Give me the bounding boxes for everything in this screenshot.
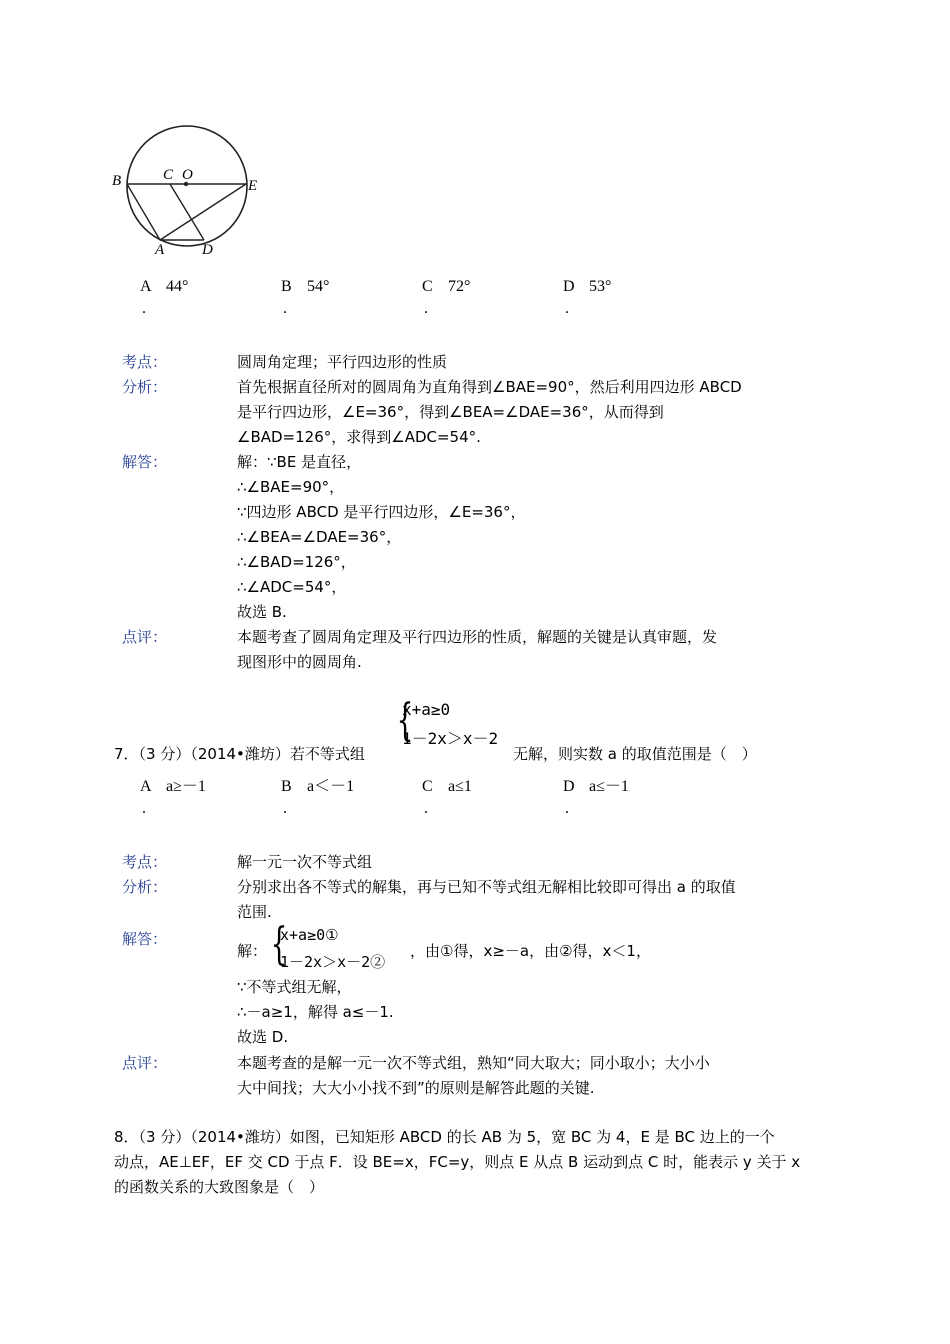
jieda-line: ∴－a≥1，解得 a≤－1. [237, 1003, 394, 1021]
option-value: a≥－1 [166, 778, 206, 795]
option-letter: D [563, 778, 575, 795]
label-c: C [163, 167, 174, 183]
jieda-line: ∴∠BAE=90°， [237, 478, 345, 496]
option-value: 72° [448, 278, 471, 295]
jieda-prefix: 解： [237, 942, 268, 960]
dianping-label: 点评： [122, 1054, 168, 1072]
option-dot: . [283, 300, 287, 317]
q6-option-c[interactable] [422, 277, 470, 297]
circle [127, 126, 247, 246]
label-b: B [112, 173, 122, 189]
jieda-line: ∵四边形 ABCD 是平行四边形，∠E=36°， [237, 503, 526, 521]
jieda-line: ∵不等式组无解， [237, 978, 352, 996]
option-dot: . [424, 300, 428, 317]
jieda-line: 故选 D. [237, 1028, 289, 1046]
option-dot: . [142, 300, 146, 317]
option-letter: B [281, 278, 292, 295]
option-letter: C [422, 278, 433, 295]
segment-ba [127, 184, 160, 240]
q7-option-a[interactable] [140, 777, 206, 797]
jieda-line: ∴∠ADC=54°， [237, 578, 347, 596]
system-line: 1－2x＞x－2② [280, 953, 386, 971]
q7-option-b[interactable] [281, 777, 354, 797]
q8-stem-line: 的函数关系的大致图象是（ ） [114, 1178, 325, 1196]
q6-option-a[interactable] [140, 277, 188, 297]
option-value: a≤1 [448, 778, 472, 795]
q6-option-d[interactable] [563, 277, 611, 297]
option-value: 54° [307, 278, 330, 295]
fenxi-label: 分析： [122, 878, 168, 896]
dianping-line: 大中间找；大大小小找不到”的原则是解答此题的关键. [237, 1079, 595, 1097]
option-value: 53° [589, 278, 612, 295]
q7-option-c[interactable] [422, 777, 472, 797]
option-value: a＜－1 [307, 778, 355, 795]
option-letter: D [563, 278, 575, 295]
fenxi-line: ∠BAD=126°，求得到∠ADC=54°. [237, 428, 481, 446]
dianping-label: 点评： [122, 628, 168, 646]
kaodian-label: 考点： [122, 853, 168, 871]
fenxi-line: 分别求出各不等式的解集，再与已知不等式组无解相比较即可得出 a 的取值 [237, 878, 736, 896]
label-o: O [182, 167, 193, 183]
jieda-line: 解：∵BE 是直径， [237, 453, 362, 471]
dianping-line: 本题考查了圆周角定理及平行四边形的性质，解题的关键是认真审题，发 [237, 628, 718, 646]
option-dot: . [142, 800, 146, 817]
option-value: a≤－1 [589, 778, 629, 795]
system-line: x+a≥0 [402, 700, 451, 719]
option-letter: A [140, 278, 152, 295]
option-letter: A [140, 778, 152, 795]
jieda-label: 解答： [122, 930, 168, 948]
option-value: 44° [166, 278, 189, 295]
fenxi-label: 分析： [122, 378, 168, 396]
jieda-suffix: ，由①得，x≥－a，由②得，x＜1， [410, 942, 651, 960]
q8-stem-line: 8．（3 分）（2014•潍坊）如图，已知矩形 ABCD 的长 AB 为 5，宽 BC 为 4，E 是 BC 边上的一个 [114, 1128, 775, 1146]
system-brace: { [396, 695, 414, 746]
kaodian-text: 解一元一次不等式组 [237, 853, 373, 871]
fenxi-line: 范围. [237, 903, 272, 921]
system-line: x+a≥0① [280, 926, 339, 944]
segment-ae [160, 184, 246, 240]
jieda-line: ∴∠BAD=126°， [237, 553, 356, 571]
segment-cd [170, 184, 204, 240]
q8-stem-line: 动点，AE⊥EF，EF 交 CD 于点 F．设 BE=x，FC=y，则点 E 从点 B 运动到点 C 时，能表示 y 关于 x [114, 1153, 801, 1171]
system-line: 1－2x＞x－2 [402, 729, 499, 748]
q7-stem-after: 无解，则实数 a 的取值范围是（ ） [513, 745, 757, 763]
circle-figure [108, 118, 268, 263]
option-dot: . [283, 800, 287, 817]
jieda-line: ∴∠BEA=∠DAE=36°， [237, 528, 402, 546]
q6-option-b[interactable] [281, 277, 329, 297]
q7-option-d[interactable] [563, 777, 629, 797]
label-a: A [155, 242, 165, 258]
fenxi-line: 首先根据直径所对的圆周角为直角得到∠BAE=90°，然后利用四边形 ABCD [237, 378, 742, 396]
fenxi-line: 是平行四边形，∠E=36°，得到∠BEA=∠DAE=36°，从而得到 [237, 403, 664, 421]
option-dot: . [424, 800, 428, 817]
kaodian-label: 考点： [122, 353, 168, 371]
jieda-label: 解答： [122, 453, 168, 471]
dianping-line: 本题考查的是解一元一次不等式组，熟知“同大取大；同小取小；大小小 [237, 1054, 710, 1072]
dianping-line: 现图形中的圆周角. [237, 653, 362, 671]
option-letter: B [281, 778, 292, 795]
label-d: D [202, 242, 213, 258]
option-dot: . [565, 800, 569, 817]
system-brace: { [270, 919, 288, 970]
label-e: E [248, 178, 258, 194]
option-dot: . [565, 300, 569, 317]
jieda-line: 故选 B. [237, 603, 287, 621]
option-letter: C [422, 778, 433, 795]
q7-stem-before: 7．（3 分）（2014•潍坊）若不等式组 [114, 745, 365, 763]
kaodian-text: 圆周角定理；平行四边形的性质 [237, 353, 448, 371]
